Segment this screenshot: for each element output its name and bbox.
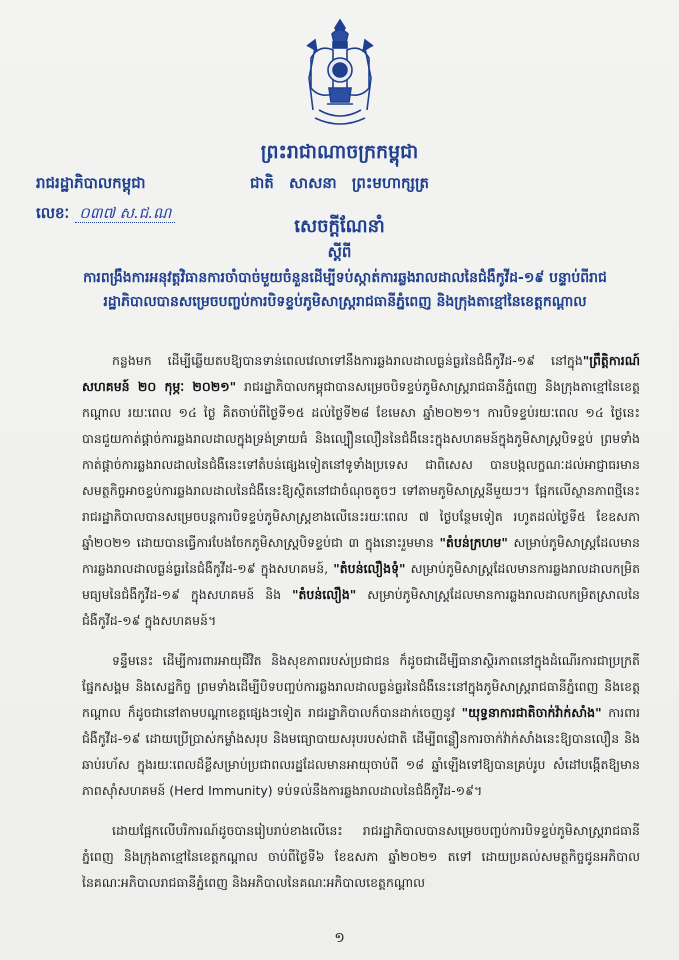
about-label: ស្តីពី <box>327 243 352 261</box>
paragraph-text: កន្លងមក ដើម្បីឆ្លើយតបឱ្យបានទាន់ពេលវេលាទៅនឹងការឆ្លងរាលដាលធ្ងន់ធ្ងរនៃជំងឺកូវីដ-១៩ នៅក្នុង <box>112 353 583 368</box>
page-number: ១ <box>334 930 345 946</box>
paragraph-text: រាជរដ្ឋាភិបាលកម្ពុជាបានសម្រេចបិទខ្ទប់ភូមិសាស្ត្ររាជធានីភ្នំពេញ និងក្រុងតាខ្មៅនៃខេត្តកណ្ដាល រយៈពេល ១៤ ថ្ងៃ គិតចាប់ពីថ្ងៃទី១៥ ដល់ថ្ងៃទី២៨ ខែមេសា ឆ្នាំ២០២១។ ការបិទខ្ទប់រយៈពេល ១៤ ថ្ងៃនេះ បានជួយកាត់ផ្តាច់ការឆ្លងរាលដាលក្នុងទ្រង់ទ្រាយធំ និងល្បឿនលឿននៃជំងឺនេះក្នុងសហគមន៍ក្នុងភូមិសាស្ត្របិទខ្ទប់ ព្រមទាំងកាត់ផ្តាច់ការឆ្លងរាលដាលនៃជំងឺនេះទៅតំបន់ផ្សេងទៀតនៅទូទាំងប្រទេស ជាពិសេស បានបង្កលក្ខណៈដល់អាជ្ញាធរមានសមត្ថកិច្ចអាចខ្ទប់ការឆ្លងរាលដាលនៃជំងឺនេះឱ្យស្ថិតនៅជាចំណុចតូចៗ ទៅតាមភូមិសាស្ត្រនីមួយៗ។ ផ្អែកលើស្ថានភាពថ្មីនេះ រាជរដ្ឋាភិបាលបានសម្រេចបន្តការបិទខ្ទប់ភូមិសាស្ត្រខាងលើនេះរយៈពេល ៧ ថ្ងៃបន្ថែមទៀត រហូតដល់ថ្ងៃទី៥ ខែឧសភា ឆ្នាំ២០២១ ដោយបានធ្វើការបែងចែកភូមិសាស្ត្របិទខ្ទប់ជា ៣ ក្នុងនោះរួមមាន <box>82 379 640 550</box>
document-subject: ការពង្រឹងការអនុវត្តវិធានការចាំបាច់មួយចំនួនដើម្បីទប់ស្កាត់ការឆ្លងរាលដាលនៃជំងឺកូវីដ-១៩ បន្ទាប់ពីរាជរដ្ឋាភិបាលបានសម្រេចបញ្ចប់ការបិទខ្ទប់ភូមិសាស្ត្ររាជធានីភ្នំពេញ និងក្រុងតាខ្មៅនៃខេត្តកណ្ដាល <box>83 270 607 310</box>
event-name: "ព្រឹត្តិការណ៍សហគមន៍ ២០ កុម្ភៈ ២០២១" <box>82 353 640 394</box>
royal-coat-of-arms-icon <box>299 18 381 133</box>
national-motto: ជាតិ សាសនា ព្រះមហាក្សត្រ <box>250 174 429 192</box>
paragraph-2 <box>82 648 640 804</box>
document-type-heading: សេចក្តីណែនាំ <box>294 216 385 237</box>
reference-value: ០៣៧ ស.ជ.ណ <box>75 204 175 223</box>
paragraph-3: ដោយផ្អែកលើបរិការណ៍ដូចបានរៀបរាប់ខាងលើនេះ រាជរដ្ឋាភិបាលបានសម្រេចបញ្ចប់ការបិទខ្ទប់ភូមិសាស្ត្ររាជធានីភ្នំពេញ និងក្រុងតាខ្មៅនៃខេត្តកណ្ដាល ចាប់ពីថ្ងៃទី៦ ខែឧសភា ឆ្នាំ២០២១ តទៅ ដោយប្រគល់សមត្ថកិច្ចជូនអភិបាលនៃគណៈអភិបាលរាជធានីភ្នំពេញ និងអភិបាលនៃគណៈអភិបាលខេត្តកណ្ដាល <box>82 823 640 890</box>
paragraph-text: សម្រាប់ភូមិសាស្ត្រដែលមានការឆ្លងរាលដាលកម្រិតមធ្យមនៃជំងឺកូវីដ-១៩ ក្នុងសហគមន៍ និង <box>82 561 640 602</box>
document-body <box>82 348 640 910</box>
issuing-organization: រាជរដ្ឋាភិបាលកម្ពុជា <box>36 174 146 192</box>
dark-yellow-zone-label: "តំបន់លឿងទុំ" <box>333 561 406 576</box>
paragraph-text: សម្រាប់ភូមិសាស្ត្រដែលមានការឆ្លងរាលដាលកម្រិតស្រាលនៃជំងឺកូវីដ-១៩ ក្នុងសហគមន៍។ <box>82 587 640 628</box>
yellow-zone-label: "តំបន់លឿង" <box>291 587 357 602</box>
kingdom-title: ព្រះរាជាណាចក្រកម្ពុជា <box>260 141 419 163</box>
paragraph-text: សម្រាប់ភូមិសាស្ត្រដែលមានការឆ្លងរាលដាលធ្ងន់ធ្ងរនៃជំងឺកូវីដ-១៩ ក្នុងសហគមន៍, <box>82 535 640 576</box>
paragraph-text: ការពារជំងឺកូវីដ-១៩ ដោយប្រើប្រាស់កម្លាំងសរុប និងមធ្យោបាយសរុបរបស់ជាតិ ដើម្បីពន្លឿនការចាក់វ៉ាក់សាំងនេះឱ្យបានលឿន និងឆាប់រហ័ស ក្នុងរយៈពេលដ៏ខ្លីសម្រាប់ប្រជាពលរដ្ឋដែលមានអាយុចាប់ពី ១៨ ឆ្នាំឡើងទៅឱ្យបានគ្រប់រូប សំដៅបង្កើតឱ្យមានភាពស៊ាំសហគមន៍ (Herd Immunity) ទប់ទល់នឹងការឆ្លងរាលដាលនៃជំងឺកូវីដ-១៩។ <box>82 705 640 798</box>
vaccination-campaign-name: "យុទ្ធនាការជាតិចាក់វ៉ាក់សាំង" <box>461 705 602 720</box>
paragraph-text: ទន្ទឹមនេះ ដើម្បីការពារអាយុជីវិត និងសុខភាពរបស់ប្រជាជន ក៏ដូចជាដើម្បីធានាស្ថិរភាពនៅក្នុងដំណើរការជាប្រក្រតីផ្នែកសង្គម និងសេដ្ឋកិច្ច ព្រមទាំងដើម្បីបិទបញ្ចប់ការឆ្លងរាលដាលធ្ងន់ធ្ងរនៃជំងឺនេះនៅក្នុងភូមិសាស្ត្ររាជធានីភ្នំពេញ និងខេត្តកណ្ដាល ក៏ដូចជានៅតាមបណ្ដាខេត្តផ្សេងៗទៀត រាជរដ្ឋាភិបាលក៏បានដាក់ចេញនូវ <box>82 653 640 720</box>
red-zone-label: "តំបន់ក្រហម" <box>439 535 508 550</box>
paragraph-1 <box>82 348 640 634</box>
reference-label: លេខៈ <box>36 204 70 222</box>
